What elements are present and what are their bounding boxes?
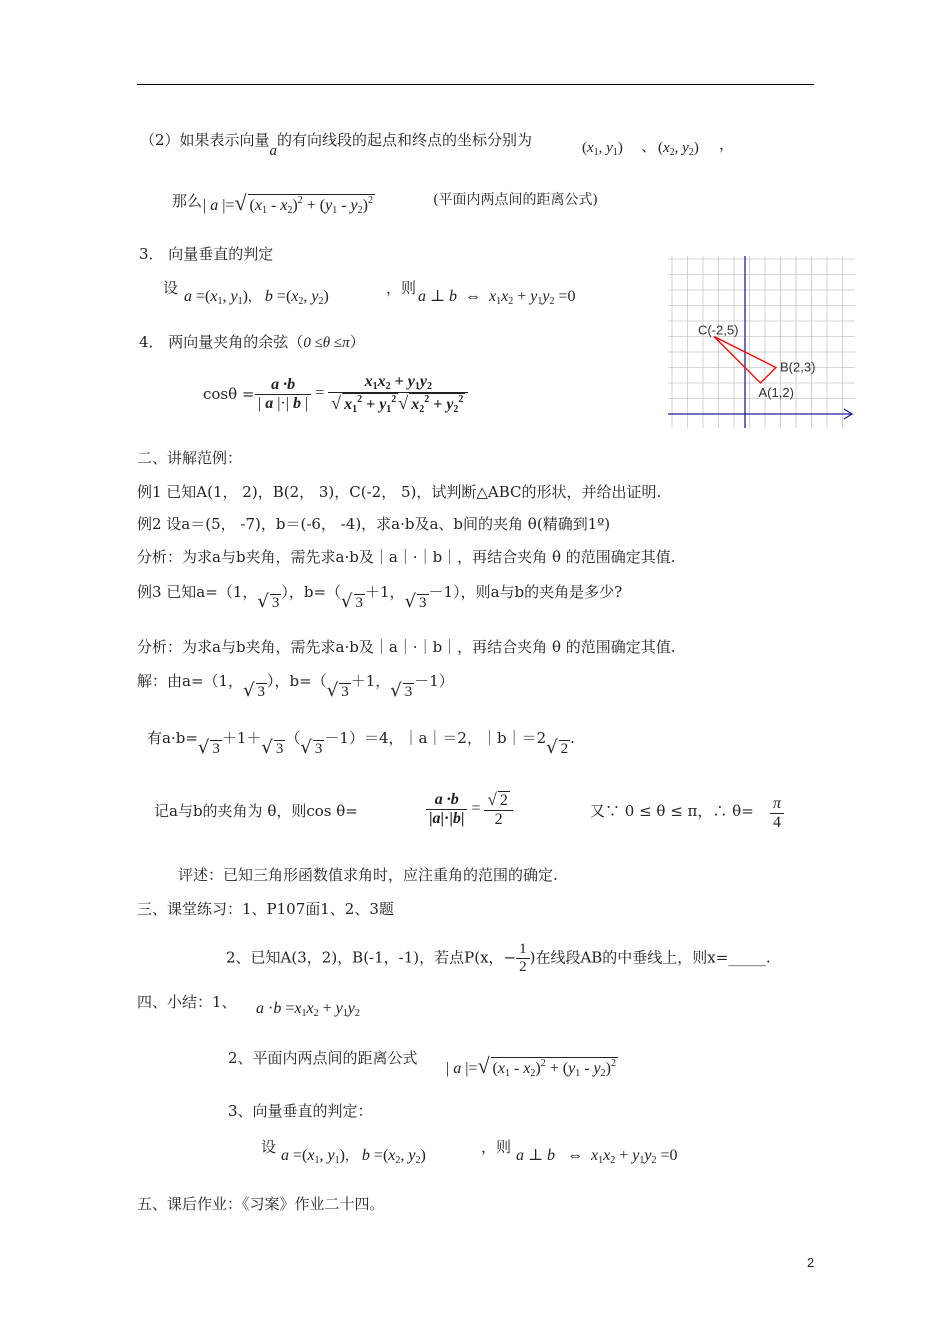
sqrt-3: 3 (404, 684, 413, 700)
angle-text: 记a与b的夹角为 θ，则cos θ= (154, 802, 358, 820)
graph-grid (668, 256, 855, 428)
summary-let: 设 (261, 1138, 277, 1156)
sqrt-3: 3 (257, 684, 266, 700)
end-point: ($x_2$, $y_2$) (658, 140, 699, 158)
then-word: ，则 (386, 279, 417, 297)
sol-part-c: ＋1， (350, 672, 391, 690)
sqrt-3: 3 (314, 741, 323, 757)
distance-note: (平面内两点间的距离公式) (433, 192, 598, 208)
item-2-mid: 的有向线段的起点和终点的坐标分别为 (277, 131, 533, 149)
cos-formula: $\frac{a \cdot b}{| a |\cdot| b |}$ = $\frac{x_1x_2 + y_1y_2}{√ x_1^2 + y_1^2 √ x_2^2 + y_2^2}$ (255, 373, 468, 415)
summary-distance-formula: | a |=√ $(x_1 - x_2)^2 + (y_1 - y_2)^2$ (446, 1053, 616, 1079)
ex3-part-d: －1），则a与b的夹角是多少? (428, 583, 623, 601)
triangle-graph (668, 256, 855, 428)
example-1: 例1 已知A(1， 2)，B(2， 3)，C(-2， 5)，试判断△ABC的形状，并给出证明. (137, 483, 662, 501)
analysis-1: 分析：为求a与b夹角，需先求a·b及｜a｜·｜b｜，再结合夹角 θ 的范围确定其值. (137, 548, 676, 566)
example-2: 例2 设a＝(5， -7)，b＝(-6， -4)，求a·b及a、b间的夹角 θ(精确到1º) (137, 515, 611, 533)
analysis-2: 分析：为求a与b夹角，需先求a·b及｜a｜·｜b｜，再结合夹角 θ 的范围确定其值. (137, 638, 676, 656)
ex3-part-c: ＋1， (365, 583, 405, 601)
item-2-prefix: （2）如果表示向量 (140, 131, 270, 149)
have-part-e: . (570, 729, 575, 747)
separator: 、 (641, 137, 657, 155)
sqrt-2: 2 (499, 792, 508, 809)
part-3-title: 三、课堂练习：1、P107面1、2、3题 (137, 900, 394, 918)
point-label-c: C(-2,5) (698, 322, 739, 338)
sqrt-3: 3 (275, 741, 284, 757)
cos-value: $\frac{a \cdot b}{|a|\cdot|b|}$ = $\frac{√ 2}{2}$ (426, 790, 513, 829)
one: 1 (516, 941, 530, 959)
example-3: 例3 已知a=（1，√ 3），b=（√ 3＋1，√ 3－1），则a与b的夹角是多少? (137, 583, 623, 612)
section-4-title (139, 331, 365, 352)
part-5-title: 五、课后作业：《习案》作业二十四。 (137, 1195, 385, 1213)
point-label-b: B(2,3) (780, 359, 816, 375)
have-part-a: 有a·b= (147, 729, 198, 747)
vector-a: a (269, 143, 278, 159)
point-label-a: A(1,2) (758, 385, 794, 400)
sqrt-2: 2 (560, 741, 569, 757)
dot-product-line: 有a·b=√ 3＋1＋√ 3（√ 3－1）＝4，｜a｜＝2，｜b｜＝2√ 2. (147, 729, 575, 758)
pi: π (770, 795, 784, 814)
sqrt-3: 3 (355, 595, 364, 611)
summary-perp-condition: $a =(x_1$, $y_1$)， $b =(x_2$, $y_2$) (281, 1147, 426, 1166)
perp-equation: a ⊥ b ⇔ $x_1x_2 + y_1y_2 =0$ (418, 288, 576, 307)
ex3-part-b: ），b=（ (281, 583, 342, 601)
summary-then: ，则 (481, 1138, 512, 1156)
have-part-d: －1）＝4，｜a｜＝2，｜b｜＝2 (324, 729, 547, 747)
part-2-title: 二、讲解范例： (137, 449, 243, 467)
denominator-two: 2 (494, 811, 503, 828)
distance-formula: | a |=√ $(x_1 - x_2)^2 + (y_1 - y_2)^2$ (203, 190, 373, 216)
page-number: 2 (807, 1255, 815, 1270)
item-2-end: ， (719, 135, 735, 153)
have-part-c: （ (285, 729, 301, 747)
sqrt-3: 3 (271, 595, 280, 611)
solution-line: 解：由a=（1，√ 3），b=（√ 3＋1，√ 3－1） (137, 672, 454, 701)
then-label: 那么 (172, 192, 203, 210)
sol-part-d: －1） (414, 672, 454, 690)
angle-range-text: 又∵ 0 ≤ θ ≤ π，∴ θ= (590, 802, 754, 820)
four: 4 (773, 814, 781, 831)
sqrt-3: 3 (419, 595, 427, 611)
ex3-part-a: 例3 已知a=（1， (137, 583, 258, 601)
exercise-2-part-b: )在线段AB的中垂线上，则x=_____. (529, 948, 771, 967)
header-rule (137, 84, 814, 85)
theta-value (770, 795, 784, 832)
section-4-close: ） (349, 333, 365, 351)
sol-part-b: ），b=（ (267, 672, 327, 690)
section-3-title: 3． 向量垂直的判定 (139, 245, 274, 263)
exercise-2-part-a: 2、已知A(3，2)，B(-1，-1)，若点P(x，− (226, 948, 517, 967)
part-4-title: 四、小结：1、 (137, 993, 237, 1011)
exercise-2 (226, 941, 771, 976)
graph-axes (668, 256, 852, 428)
start-point: ($x_1$, $y_1$) (582, 140, 623, 158)
summary-3: 3、向量垂直的判定： (228, 1102, 373, 1120)
sqrt-3: 3 (212, 741, 220, 757)
angle-range: 0 ≤θ ≤π (303, 335, 350, 351)
sol-part-a: 解：由a=（1， (137, 672, 244, 690)
comment: 评述：已知三角形函数值求角时，应注重角的范围的确定. (178, 866, 558, 884)
section-4-label: 4． 两向量夹角的余弦（ (139, 333, 304, 351)
let-label: 设 (163, 279, 179, 297)
summary-2: 2、平面内两点间的距离公式 (228, 1049, 418, 1067)
summary-dot-product: $a \cdot b =x_1x_2 + y_1y_2$ (256, 1000, 360, 1019)
two: 2 (519, 959, 527, 975)
summary-perp-equation: a ⊥ b ⇔ $x_1x_2 + y_1y_2 =0$ (516, 1147, 678, 1166)
cos-label: cosθ = (203, 385, 255, 403)
item-2-line (140, 129, 533, 159)
have-part-b: ＋1＋ (221, 729, 262, 747)
sqrt-3: 3 (341, 684, 349, 700)
perp-condition: $a =(x_1$, $y_1$)， $b =(x_2$, $y_2$) (184, 288, 329, 307)
